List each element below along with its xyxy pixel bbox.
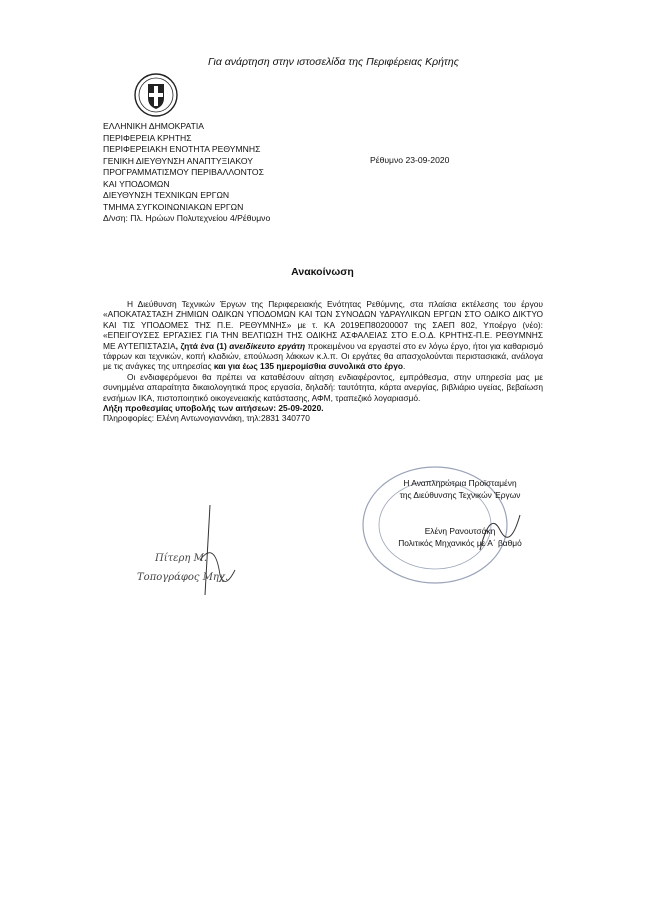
- announcement-body: [103, 299, 543, 424]
- p1-wages: και για έως 135 ημερομίσθια συνολικά στο έργο: [213, 361, 403, 372]
- signature-mark: [470, 500, 530, 560]
- paragraph-2: Οι ενδιαφερόμενοι θα πρέπει να καταθέσουν αίτηση ενδιαφέροντος, εμπρόθεσμα, στην υπηρεσία μας με συνημμένα απαραίτητα δικαιολογητικά προς εργασία, δηλαδή: ταυτότητα, κάρτα ανεργίας, βιβλιάριο υγείας, βεβαίωση ενσήμων ΙΚΑ, πιστοποιητικό οικογενειακής κατάστασης, ΑΦΜ, τραπεζικό λογαριασμό.: [103, 371, 543, 403]
- handwritten-name: Πίτερη Μ.: [155, 553, 208, 564]
- sender-header: [103, 121, 270, 225]
- document-title: Ανακοίνωση: [291, 266, 354, 278]
- header-line: ΕΛΛΗΝΙΚΗ ΔΗΜΟΚΡΑΤΙΑ: [103, 121, 204, 131]
- header-line: ΠΕΡΙΦΕΡΕΙΑΚΗ ΕΝΟΤΗΤΑ ΡΕΘΥΜΝΗΣ: [103, 144, 261, 154]
- header-line: ΚΑΙ ΥΠΟΔΟΜΩΝ: [103, 178, 170, 189]
- header-line: Δ/νση: Πλ. Ηρώων Πολυτεχνείου 4/Ρέθυμνο: [103, 213, 271, 223]
- header-line: ΤΜΗΜΑ ΣΥΓΚΟΙΝΩΝΙΑΚΩΝ ΕΡΓΩΝ: [103, 201, 244, 212]
- signatory-title: Πολιτικός Μηχανικός με Α΄ βαθμό: [398, 538, 522, 548]
- paragraph-1: [103, 299, 543, 372]
- header-line: ΠΡΟΓΡΑΜΜΑΤΙΣΜΟΥ ΠΕΡΙΒΑΛΛΟΝΤΟΣ: [103, 167, 264, 177]
- header-line: ΓΕΝΙΚΗ ΔΙΕΥΘΥΝΣΗ ΑΝΑΠΤΥΞΙΑΚΟΥ: [103, 155, 253, 166]
- header-line: ΠΕΡΙΦΕΡΕΙΑ ΚΡΗΤΗΣ: [103, 132, 192, 143]
- greek-emblem-icon: [133, 72, 179, 118]
- p1-text: Η Διεύθυνση Τεχνικών Έργων της Περιφερειακής Ενότητας Ρεθύμνης, στα πλαίσια εκτέλεσης του έργου «ΑΠΟΚΑΤΑΣΤΑΣΗ ΖΗΜΙΩΝ ΟΔΙΚΩΝ ΥΠΟΔΟΜΩΝ ΚΑΙ ΤΩΝ ΣΥΝΟΔΩΝ ΥΔΡΑΥΛΙΚΩΝ ΕΡΓΩΝ ΣΤΟ ΟΔΙΚΟ ΔΙΚΤΥΟ ΚΑΙ ΤΙΣ ΥΠΟΔΟΜΕΣ ΤΗΣ Π.Ε. ΡΕΘΥΜΝΗΣ» με τ. ΚΑ 2019ΕΠ80200007 της ΣΑΕΠ 802, Υποέργο (νέο): «ΕΠΕΙΓΟΥΣΕΣ ΕΡΓΑΣΙΕΣ ΓΙΑ ΤΗΝ ΒΕΛΤΙΩΣΗ ΤΗΣ ΟΔΙΚΗΣ ΑΣΦΑΛΕΙΑΣ ΣΤΟ Ε.Ο.Δ. ΚΡΗΤΗΣ-Π.Ε. ΡΕΘΥΜΝΗΣ ΜΕ ΑΥΤΕΠΙΣΤΑΣΙΑ: [103, 299, 543, 351]
- p1-worker: ανειδίκευτο εργάτη: [229, 340, 306, 351]
- signatory-name: Ελένη Ρανουτσάκη: [424, 526, 496, 536]
- contact-info: Πληροφορίες: Ελένη Αντωνογιαννάκη, τηλ:2831 340770: [103, 413, 310, 424]
- header-line: ΔΙΕΥΘΥΝΣΗ ΤΕΧΝΙΚΩΝ ΕΡΓΩΝ: [103, 190, 230, 200]
- handwritten-title: Τοπογράφος Μηχ.: [137, 572, 229, 583]
- p1-details: προκειμένου να εργαστεί στο εν λόγω έργο, ήτοι για καθαρισμό τάφρων και τεχνικών, κοπή κλαδιών, επούλωση λάκκων κ.λ.π. Οι εργάτες θα απασχολούνται περιστασιακά, ανάλογα με τις ανάγκες της υπηρεσίας: [103, 340, 544, 372]
- signature-role-2: της Διεύθυνσης Τεχνικών Έργων: [399, 490, 521, 500]
- publication-note: Για ανάρτηση στην ιστοσελίδα της Περιφέρειας Κρήτης: [208, 56, 459, 68]
- deadline: Λήξη προθεσμίας υποβολής των αιτήσεων: 25-09-2020.: [103, 403, 324, 414]
- signature-role-1: Η Αναπληρώτρια Προϊσταμένη: [403, 478, 517, 488]
- p1-request: , ζητά ένα (1): [175, 340, 227, 351]
- p1-end: .: [403, 361, 406, 372]
- document-date: Ρέθυμνο 23-09-2020: [370, 155, 450, 165]
- handwritten-signature: [180, 500, 250, 600]
